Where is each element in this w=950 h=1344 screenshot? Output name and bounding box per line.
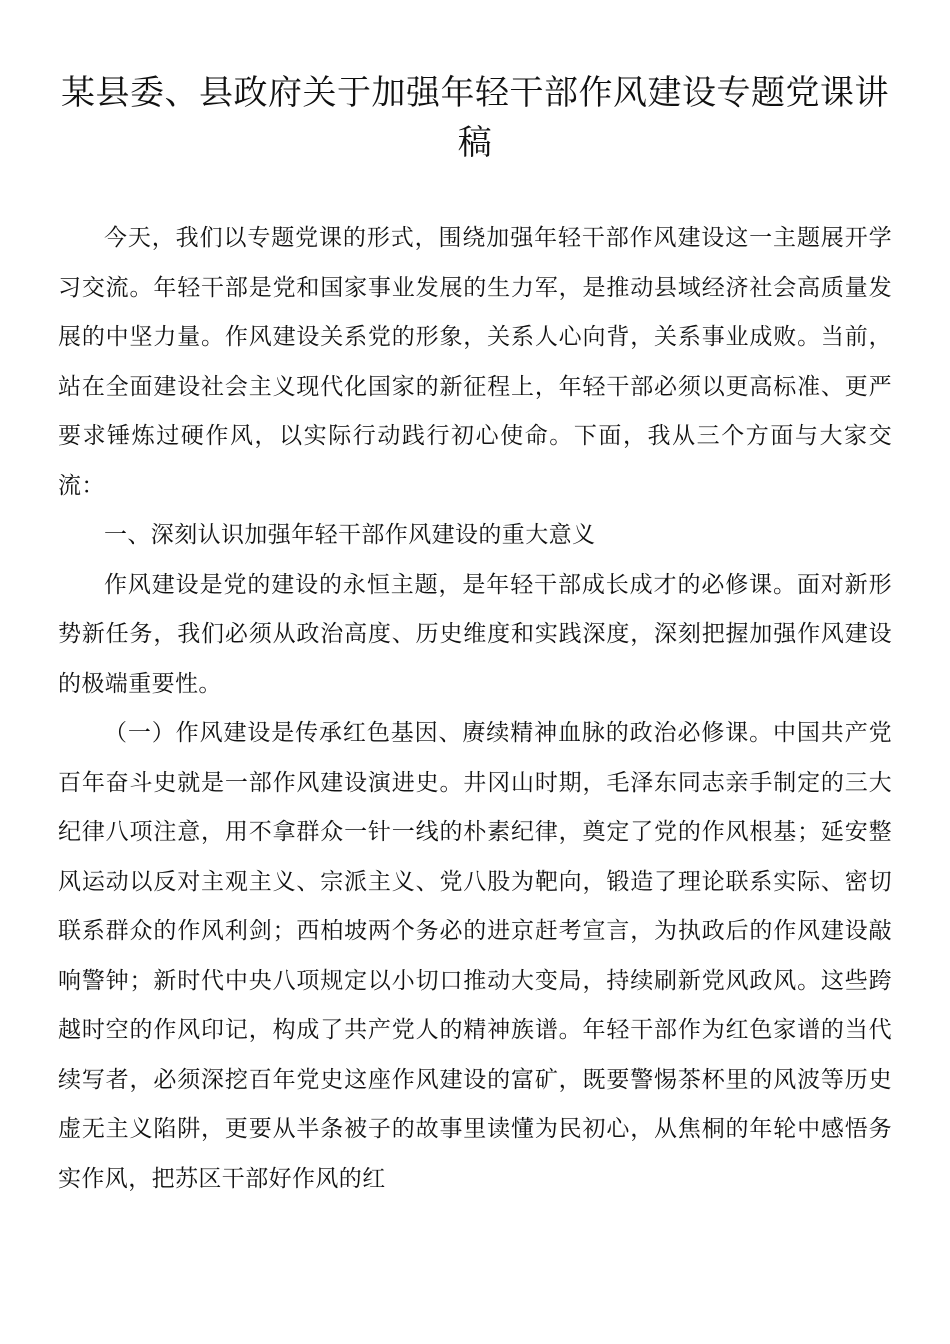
paragraph-intro: 今天，我们以专题党课的形式，围绕加强年轻干部作风建设这一主题展开学习交流。年轻干部是党和国家事业发展的生力军，是推动县域经济社会高质量发展的中坚力量。作风建设关系党的形象，关系人心向背，关系事业成败。当前，站在全面建设社会主义现代化国家的新征程上，年轻干部必须以更高标准、更严要求锤炼过硬作风，以实际行动践行初心使命。下面，我从三个方面与大家交流： [58, 225, 892, 499]
paragraph-subsection-1: （一）作风建设是传承红色基因、赓续精神血脉的政治必修课。中国共产党百年奋斗史就是一部作风建设演进史。井冈山时期，毛泽东同志亲手制定的三大纪律八项注意，用不拿群众一针一线的朴素纪律，奠定了党的作风根基；延安整风运动以反对主观主义、宗派主义、党八股为靶向，锻造了理论联系实际、密切联系群众的作风利剑；西柏坡两个务必的进京赶考宣言，为执政后的作风建设敲响警钟；新时代中央八项规定以小切口推动大变局，持续刷新党风政风。这些跨越时空的作风印记，构成了共产党人的精神族谱。年轻干部作为红色家谱的当代续写者，必须深挖百年党史这座作风建设的富矿，既要警惕茶杯里的风波等历史虚无主义陷阱，更要从半条被子的故事里读懂为民初心，从焦桐的年轮中感悟务实作风，把苏区干部好作风的红 [58, 720, 892, 1192]
section-heading-1: 一、深刻认识加强年轻干部作风建设的重大意义 [104, 522, 596, 548]
document-body [58, 214, 892, 1204]
document-title: 某县委、县政府关于加强年轻干部作风建设专题党课讲稿 [61, 73, 889, 163]
paragraph-section-1: 作风建设是党的建设的永恒主题，是年轻干部成长成才的必修课。面对新形势新任务，我们必须从政治高度、历史维度和实践深度，深刻把握加强作风建设的极端重要性。 [58, 571, 892, 697]
